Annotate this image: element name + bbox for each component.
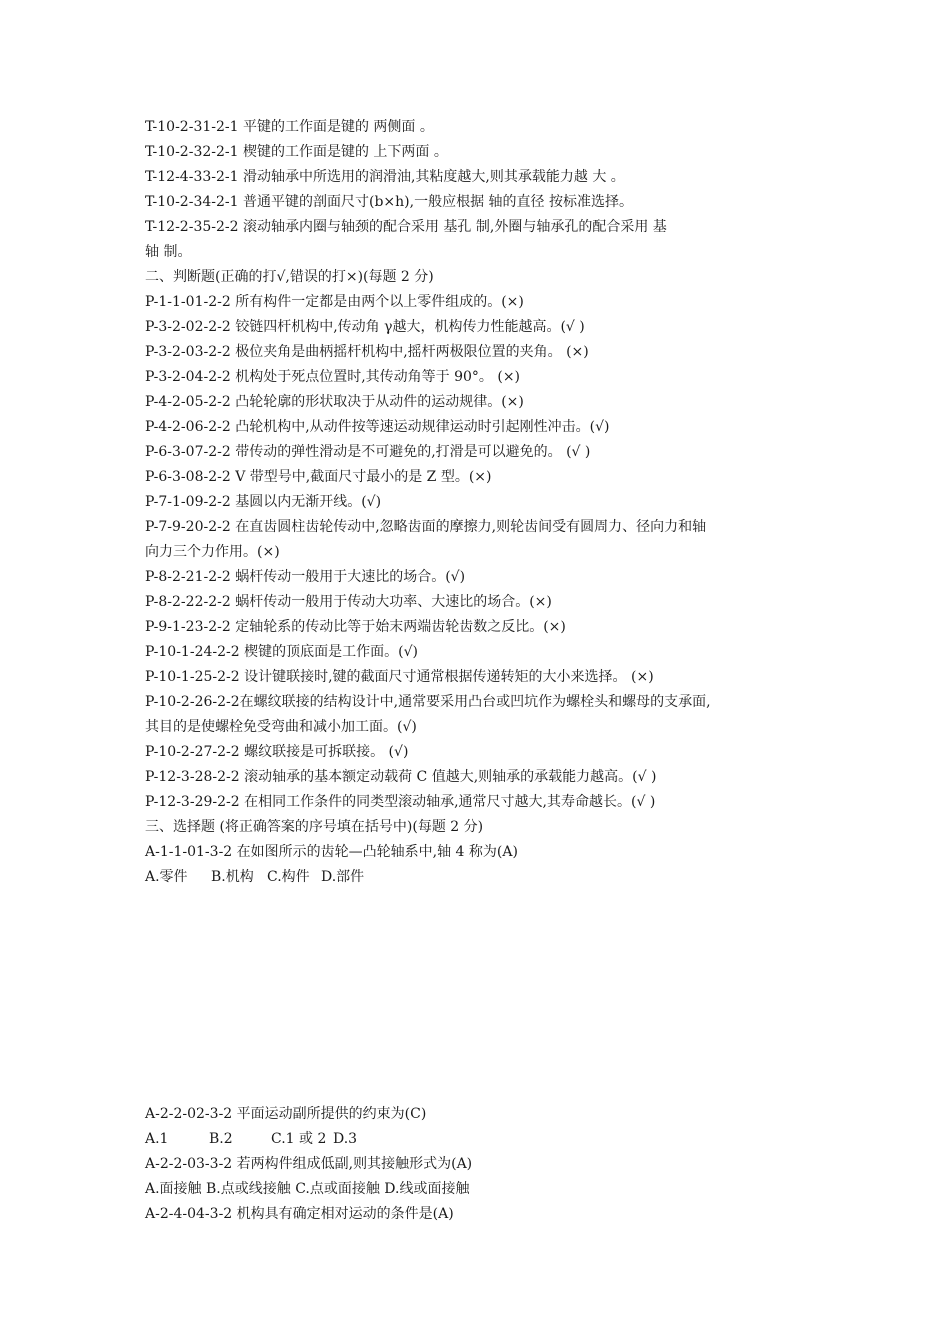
text-line: 轴 制。: [145, 244, 192, 260]
text-line: A-1-1-01-3-2 在如图所示的齿轮—凸轮轴系中,轴 4 称为(A): [145, 844, 518, 860]
text-line: P-1-1-01-2-2 所有构件一定都是由两个以上零件组成的。(×): [145, 294, 524, 310]
text-line: P-10-2-27-2-2 螺纹联接是可拆联接。 (√): [145, 744, 409, 760]
text-line: P-10-2-26-2-2在螺纹联接的结构设计中,通常要采用凸台或凹坑作为螺栓头和螺母的支承面,: [145, 694, 711, 710]
text-line: P-7-1-09-2-2 基圆以内无渐开线。(√): [145, 494, 382, 510]
text-line: T-10-2-31-2-1 平键的工作面是键的 两侧面 。: [145, 119, 434, 135]
text-line: P-12-3-28-2-2 滚动轴承的基本额定动载荷 C 值越大,则轴承的承载能力越高。(√ ): [145, 769, 657, 785]
text-line: P-4-2-06-2-2 凸轮机构中,从动件按等速运动规律运动时引起刚性冲击。(√): [145, 419, 610, 435]
option-c: C.构件: [267, 869, 310, 885]
question-list-part-2: [145, 1102, 815, 1127]
text-line: A-2-2-03-3-2 若两构件组成低副,则其接触形式为(A): [145, 1156, 473, 1172]
text-line: 二、判断题(正确的打√,错误的打×)(每题 2 分): [145, 269, 434, 285]
text-line: 三、选择题 (将正确答案的序号填在括号中)(每题 2 分): [145, 819, 484, 835]
text-line: T-10-2-34-2-1 普通平键的剖面尺寸(b×h),一般应根据 轴的直径 按标准选择。: [145, 194, 633, 210]
text-line: P-3-2-02-2-2 铰链四杆机构中,传动角 γ越大，机构传力性能越高。(√ ): [145, 319, 585, 335]
text-line: P-8-2-21-2-2 蜗杆传动一般用于大速比的场合。(√): [145, 569, 466, 585]
q1-options: [145, 865, 815, 890]
option-c: C.1 或 2: [271, 1131, 327, 1147]
text-line: P-6-3-07-2-2 带传动的弹性滑动是不可避免的,打滑是可以避免的。 (√ ): [145, 444, 591, 460]
text-line: P-4-2-05-2-2 凸轮轮廓的形状取决于从动件的运动规律。(×): [145, 394, 524, 410]
text-line: P-6-3-08-2-2 V 带型号中,截面尺寸最小的是 Z 型。(×): [145, 469, 492, 485]
option-a: A.1: [145, 1131, 169, 1147]
option-b: B.2: [209, 1131, 233, 1147]
text-line: 向力三个力作用。(×): [145, 544, 280, 560]
option-b: B.机构: [211, 869, 254, 885]
text-line: P-10-1-25-2-2 设计键联接时,键的截面尺寸通常根据传递转矩的大小来选择。 (×): [145, 669, 654, 685]
text-line: 其目的是使螺栓免受弯曲和减小加工面。(√): [145, 719, 417, 735]
text-line: P-7-9-20-2-2 在直齿圆柱齿轮传动中,忽略齿面的摩擦力,则轮齿间受有圆周力、径向力和轴: [145, 519, 707, 535]
document-page: [145, 115, 815, 1227]
text-line: T-10-2-32-2-1 楔键的工作面是键的 上下两面 。: [145, 144, 448, 160]
text-line: P-3-2-03-2-2 极位夹角是曲柄摇杆机构中,摇杆两极限位置的夹角。 (×): [145, 344, 589, 360]
option-d: D.3: [333, 1131, 358, 1147]
text-line: T-12-4-33-2-1 滑动轴承中所选用的润滑油,其粘度越大,则其承载能力越 大 。: [145, 169, 625, 185]
text-line: A-2-2-02-3-2 平面运动副所提供的约束为(C): [145, 1106, 427, 1122]
q2-options: [145, 1127, 815, 1152]
text-line: P-9-1-23-2-2 定轴轮系的传动比等于始末两端齿轮齿数之反比。(×): [145, 619, 566, 635]
text-line: P-12-3-29-2-2 在相同工作条件的同类型滚动轴承,通常尺寸越大,其寿命越长。(√ ): [145, 794, 656, 810]
text-line: P-3-2-04-2-2 机构处于死点位置时,其传动角等于 90°。 (×): [145, 369, 521, 385]
text-line: P-10-1-24-2-2 楔键的顶底面是工作面。(√): [145, 644, 418, 660]
question-list-part-3: [145, 1152, 815, 1227]
text-line: A-2-4-04-3-2 机构具有确定相对运动的条件是(A): [145, 1206, 454, 1222]
text-line: P-8-2-22-2-2 蜗杆传动一般用于传动大功率、大速比的场合。(×): [145, 594, 552, 610]
option-a: A.零件: [145, 869, 188, 885]
text-line: A.面接触 B.点或线接触 C.点或面接触 D.线或面接触: [145, 1181, 470, 1197]
figure-placeholder: [145, 890, 815, 1102]
text-line: T-12-2-35-2-2 滚动轴承内圈与轴颈的配合采用 基孔 制,外圈与轴承孔的配合采用 基: [145, 219, 667, 235]
option-d: D.部件: [321, 869, 365, 885]
question-list-part-1: [145, 115, 815, 865]
